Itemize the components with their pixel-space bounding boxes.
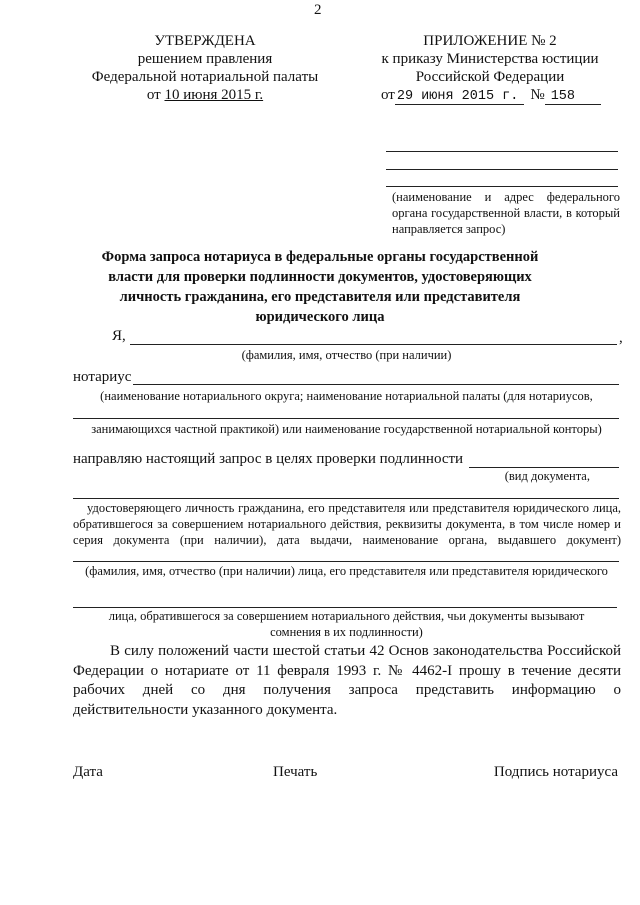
- appendix-line: к приказу Министерства юстиции: [381, 51, 599, 67]
- document-field-line: [469, 467, 619, 468]
- date-label: Дата: [73, 764, 103, 780]
- person-caption: (фамилия, имя, отчество (при наличии) лица, его представителя или представителя юридического: [85, 564, 608, 578]
- approval-date: 10 июня 2015 г.: [164, 87, 264, 103]
- district-field-line: [73, 418, 619, 419]
- signature-label: Подпись нотариуса: [493, 764, 618, 780]
- comma: ,: [619, 330, 623, 346]
- document-caption: (вид документа,: [504, 469, 590, 483]
- district-caption: (наименование нотариального округа; наименование нотариальной палаты (для нотариусов,: [100, 389, 593, 403]
- recipient-line: [386, 151, 618, 152]
- person-field-line: [73, 561, 619, 562]
- district-field-line: [133, 384, 619, 385]
- seal-label: Печать: [273, 764, 318, 780]
- approval-date-line: [80, 87, 330, 104]
- fio-caption: (фамилия, имя, отчество (при наличии): [241, 348, 452, 362]
- appendix-date: 29 июня 2015 г.: [395, 89, 525, 105]
- page-number: 2: [314, 2, 322, 18]
- person-caption: лица, обратившегося за совершением нотариального действия, чьи документы вызывают: [108, 609, 585, 623]
- appendix-number: 158: [545, 89, 601, 105]
- appendix-date-line: [381, 87, 601, 105]
- approval-line: решением правления: [137, 51, 273, 67]
- document-field-line: [73, 498, 619, 499]
- i-label: Я,: [112, 328, 126, 344]
- person-caption: сомнения в их подлинности): [270, 625, 423, 639]
- recipient-line: [386, 169, 618, 170]
- approval-heading: УТВЕРЖДЕНА: [154, 33, 256, 49]
- person-field-line: [73, 607, 617, 608]
- fio-field-line: [130, 344, 617, 345]
- date-prefix: от: [146, 87, 161, 103]
- appendix-line: Российской Федерации: [415, 69, 565, 85]
- approval-line: Федеральной нотариальной палаты: [91, 69, 319, 85]
- document-caption: удостоверяющего личность гражданина, его представителя или представителя юридического лица, обратившегося за совершением нотариального действия, реквизиты документа, в том числе номер и серия документа (при наличии), дата выдачи, наименование органа, выдавшего документ): [73, 501, 621, 547]
- date-prefix: от: [381, 87, 395, 103]
- number-prefix: №: [530, 87, 545, 103]
- notary-label: нотариус: [73, 369, 132, 385]
- district-caption: занимающихся частной практикой) или наименование государственной нотариальной конторы): [91, 422, 602, 436]
- form-title: Форма запроса нотариуса в федеральные органы государственной власти для проверки подлинности документов, удостоверяющих личность гражданина, его представителя или представителя юридического лица: [101, 249, 539, 325]
- body-paragraph: В силу положений части шестой статьи 42 Основ законодательства Российской Федерации о нотариате от 11 февраля 1993 г. № 4462-I прошу в течение десяти рабочих дней со дня получения запроса представить информацию о действительности указанного документа.: [73, 643, 621, 718]
- request-label: направляю настоящий запрос в целях проверки подлинности: [73, 451, 464, 467]
- recipient-line: [386, 186, 618, 187]
- recipient-caption: (наименование и адрес федерального органа государственной власти, в который направляется запрос): [392, 190, 620, 236]
- appendix-heading: ПРИЛОЖЕНИЕ № 2: [423, 33, 557, 49]
